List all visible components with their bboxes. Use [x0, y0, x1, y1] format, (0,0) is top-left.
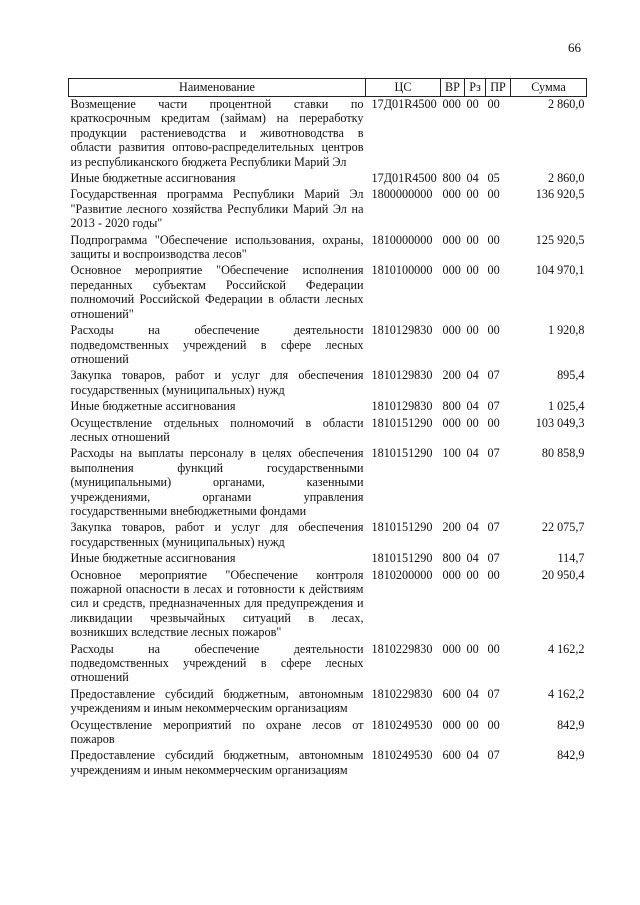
table-row	[69, 171, 587, 187]
cell-vr: 200	[442, 368, 461, 383]
table-row	[69, 551, 587, 567]
cell-cs: 1810151290	[371, 446, 433, 461]
cell-cs: 1810000000	[371, 232, 433, 247]
cell-sum: 125 920,5	[535, 232, 585, 247]
table-header-row	[69, 79, 587, 97]
table-row	[69, 323, 587, 368]
cell-name: Государственная программа Республики Марий Эл "Развитие лесного хозяйства Республики Марий Эл на 2013 - 2020 годы"	[70, 187, 364, 231]
cell-pr: 07	[487, 520, 500, 535]
cell-sum: 2 860,0	[547, 171, 585, 186]
cell-pr: 07	[487, 686, 500, 701]
table-row	[69, 687, 587, 718]
cell-sum: 136 920,5	[535, 187, 585, 202]
table-row	[69, 446, 587, 520]
cell-cs: 1810151290	[371, 551, 433, 566]
cell-cs: 1810249530	[371, 717, 433, 732]
cell-rz: 04	[466, 399, 479, 414]
cell-sum: 22 075,7	[541, 520, 585, 535]
cell-pr: 00	[487, 232, 500, 247]
cell-vr: 800	[442, 551, 461, 566]
table-row	[69, 233, 587, 264]
cell-sum: 4 162,2	[547, 641, 585, 656]
cell-sum: 1 920,8	[547, 323, 585, 338]
header-cs: ЦС	[366, 79, 441, 97]
cell-rz: 04	[466, 551, 479, 566]
cell-name: Предоставление субсидий бюджетным, автономным учреждениям и иным некоммерческим организациям	[70, 686, 364, 716]
cell-pr: 07	[487, 399, 500, 414]
page-number: 66	[568, 40, 581, 55]
cell-rz: 04	[466, 520, 479, 535]
table-header	[69, 79, 587, 97]
cell-pr: 07	[487, 368, 500, 383]
cell-vr: 000	[442, 323, 461, 338]
cell-pr: 00	[487, 641, 500, 656]
cell-cs: 1800000000	[371, 187, 433, 202]
cell-pr: 07	[487, 748, 500, 763]
budget-table	[68, 78, 587, 779]
cell-rz: 00	[466, 641, 479, 656]
cell-cs: 1810229830	[371, 641, 433, 656]
cell-cs: 1810200000	[371, 567, 433, 582]
header-vr: ВР	[441, 79, 465, 97]
cell-vr: 000	[442, 97, 461, 111]
cell-vr: 000	[442, 641, 461, 656]
cell-pr: 00	[487, 717, 500, 732]
cell-name: Подпрограмма "Обеспечение использования, охраны, защиты и воспроизводства лесов"	[70, 232, 364, 262]
cell-vr: 800	[442, 399, 461, 414]
cell-pr: 00	[487, 263, 500, 278]
cell-name: Иные бюджетные ассигнования	[70, 399, 236, 414]
cell-sum: 1 025,4	[547, 399, 585, 414]
cell-rz: 04	[466, 171, 479, 186]
cell-name: Закупка товаров, работ и услуг для обеспечения государственных (муниципальных) нужд	[70, 368, 364, 397]
table-row	[69, 187, 587, 232]
cell-vr: 600	[442, 748, 461, 763]
cell-sum: 20 950,4	[541, 567, 585, 582]
cell-cs: 1810129830	[371, 368, 433, 383]
cell-cs: 1810229830	[371, 686, 433, 701]
cell-name: Осуществление мероприятий по охране лесов от пожаров	[70, 717, 364, 747]
cell-rz: 04	[466, 748, 479, 763]
cell-rz: 00	[466, 415, 479, 430]
cell-sum: 80 858,9	[541, 446, 585, 461]
cell-sum: 4 162,2	[547, 686, 585, 701]
header-rz: Рз	[465, 79, 486, 97]
header-name: Наименование	[69, 79, 366, 97]
cell-pr: 00	[487, 567, 500, 582]
cell-rz: 00	[466, 263, 479, 278]
cell-vr: 100	[442, 446, 461, 461]
cell-name: Основное мероприятие "Обеспечение контроля пожарной опасности в лесах и готовности к действиям сил и средств, предназначенных для предупреждения и ликвидации чрезвычайных ситуаций в лесах, возникших вследствие лесных пожаров"	[70, 567, 364, 640]
table-row	[69, 718, 587, 749]
table-row	[69, 748, 587, 779]
cell-rz: 00	[466, 187, 479, 202]
cell-pr: 00	[487, 323, 500, 338]
header-sum: Сумма	[511, 79, 587, 97]
cell-name: Расходы на обеспечение деятельности подведомственных учреждений в сфере лесных отношений	[70, 323, 364, 366]
cell-rz: 00	[466, 232, 479, 247]
cell-name: Основное мероприятие "Обеспечение исполнения переданных субъектам Российской Федерации полномочий Российской Федерации в области лесных отношений"	[70, 263, 364, 321]
cell-rz: 04	[466, 368, 479, 383]
cell-pr: 00	[487, 97, 500, 111]
cell-sum: 114,7	[557, 551, 585, 566]
cell-rz: 00	[466, 323, 479, 338]
table-body	[69, 97, 587, 780]
cell-name: Иные бюджетные ассигнования	[70, 171, 236, 186]
cell-sum: 895,4	[557, 368, 585, 383]
cell-cs: 17Д01R4500	[371, 171, 437, 186]
cell-name: Осуществление отдельных полномочий в области лесных отношений	[70, 415, 364, 444]
table-row	[69, 97, 587, 172]
cell-sum: 2 860,0	[547, 97, 585, 111]
cell-pr: 00	[487, 187, 500, 202]
cell-pr: 05	[487, 171, 500, 186]
table-row	[69, 263, 587, 323]
cell-pr: 00	[487, 415, 500, 430]
cell-name: Расходы на обеспечение деятельности подведомственных учреждений в сфере лесных отношений	[70, 641, 364, 685]
cell-rz: 00	[466, 717, 479, 732]
cell-rz: 04	[466, 446, 479, 461]
table-row	[69, 368, 587, 399]
cell-sum: 104 970,1	[535, 263, 585, 278]
cell-name: Расходы на выплаты персоналу в целях обеспечения выполнения функций государственными (муниципальными) органами, казенными учреждениями, органами управления государственными внебюджетными фондами	[70, 446, 364, 518]
cell-vr: 000	[442, 415, 461, 430]
cell-vr: 000	[442, 717, 461, 732]
cell-vr: 000	[442, 187, 461, 202]
cell-cs: 1810129830	[371, 399, 433, 414]
cell-cs: 1810151290	[371, 415, 433, 430]
cell-pr: 07	[487, 446, 500, 461]
table-row	[69, 399, 587, 415]
cell-name: Закупка товаров, работ и услуг для обеспечения государственных (муниципальных) нужд	[70, 520, 364, 549]
cell-rz: 04	[466, 686, 479, 701]
cell-sum: 842,9	[557, 748, 585, 763]
cell-vr: 600	[442, 686, 461, 701]
cell-name: Предоставление субсидий бюджетным, автономным учреждениям и иным некоммерческим организациям	[70, 748, 364, 777]
cell-rz: 00	[466, 97, 479, 111]
cell-cs: 1810129830	[371, 323, 433, 338]
cell-cs: 1810151290	[371, 520, 433, 535]
cell-cs: 17Д01R4500	[371, 97, 437, 111]
table-row	[69, 520, 587, 551]
table-row	[69, 642, 587, 687]
cell-vr: 800	[442, 171, 461, 186]
cell-name: Иные бюджетные ассигнования	[70, 551, 236, 566]
header-pr: ПР	[486, 79, 511, 97]
cell-sum: 842,9	[557, 717, 585, 732]
cell-pr: 07	[487, 551, 500, 566]
cell-rz: 00	[466, 567, 479, 582]
cell-vr: 000	[442, 232, 461, 247]
cell-vr: 000	[442, 263, 461, 278]
cell-cs: 1810249530	[371, 748, 433, 763]
cell-vr: 200	[442, 520, 461, 535]
table-row	[69, 568, 587, 642]
cell-name: Возмещение части процентной ставки по краткосрочным кредитам (займам) на переработку продукции растениеводства и животноводства в области развития оптово-распределительных центров из республиканского бюджета Республики Марий Эл	[70, 97, 364, 169]
table-row	[69, 416, 587, 447]
cell-cs: 1810100000	[371, 263, 433, 278]
cell-vr: 000	[442, 567, 461, 582]
cell-sum: 103 049,3	[535, 415, 585, 430]
